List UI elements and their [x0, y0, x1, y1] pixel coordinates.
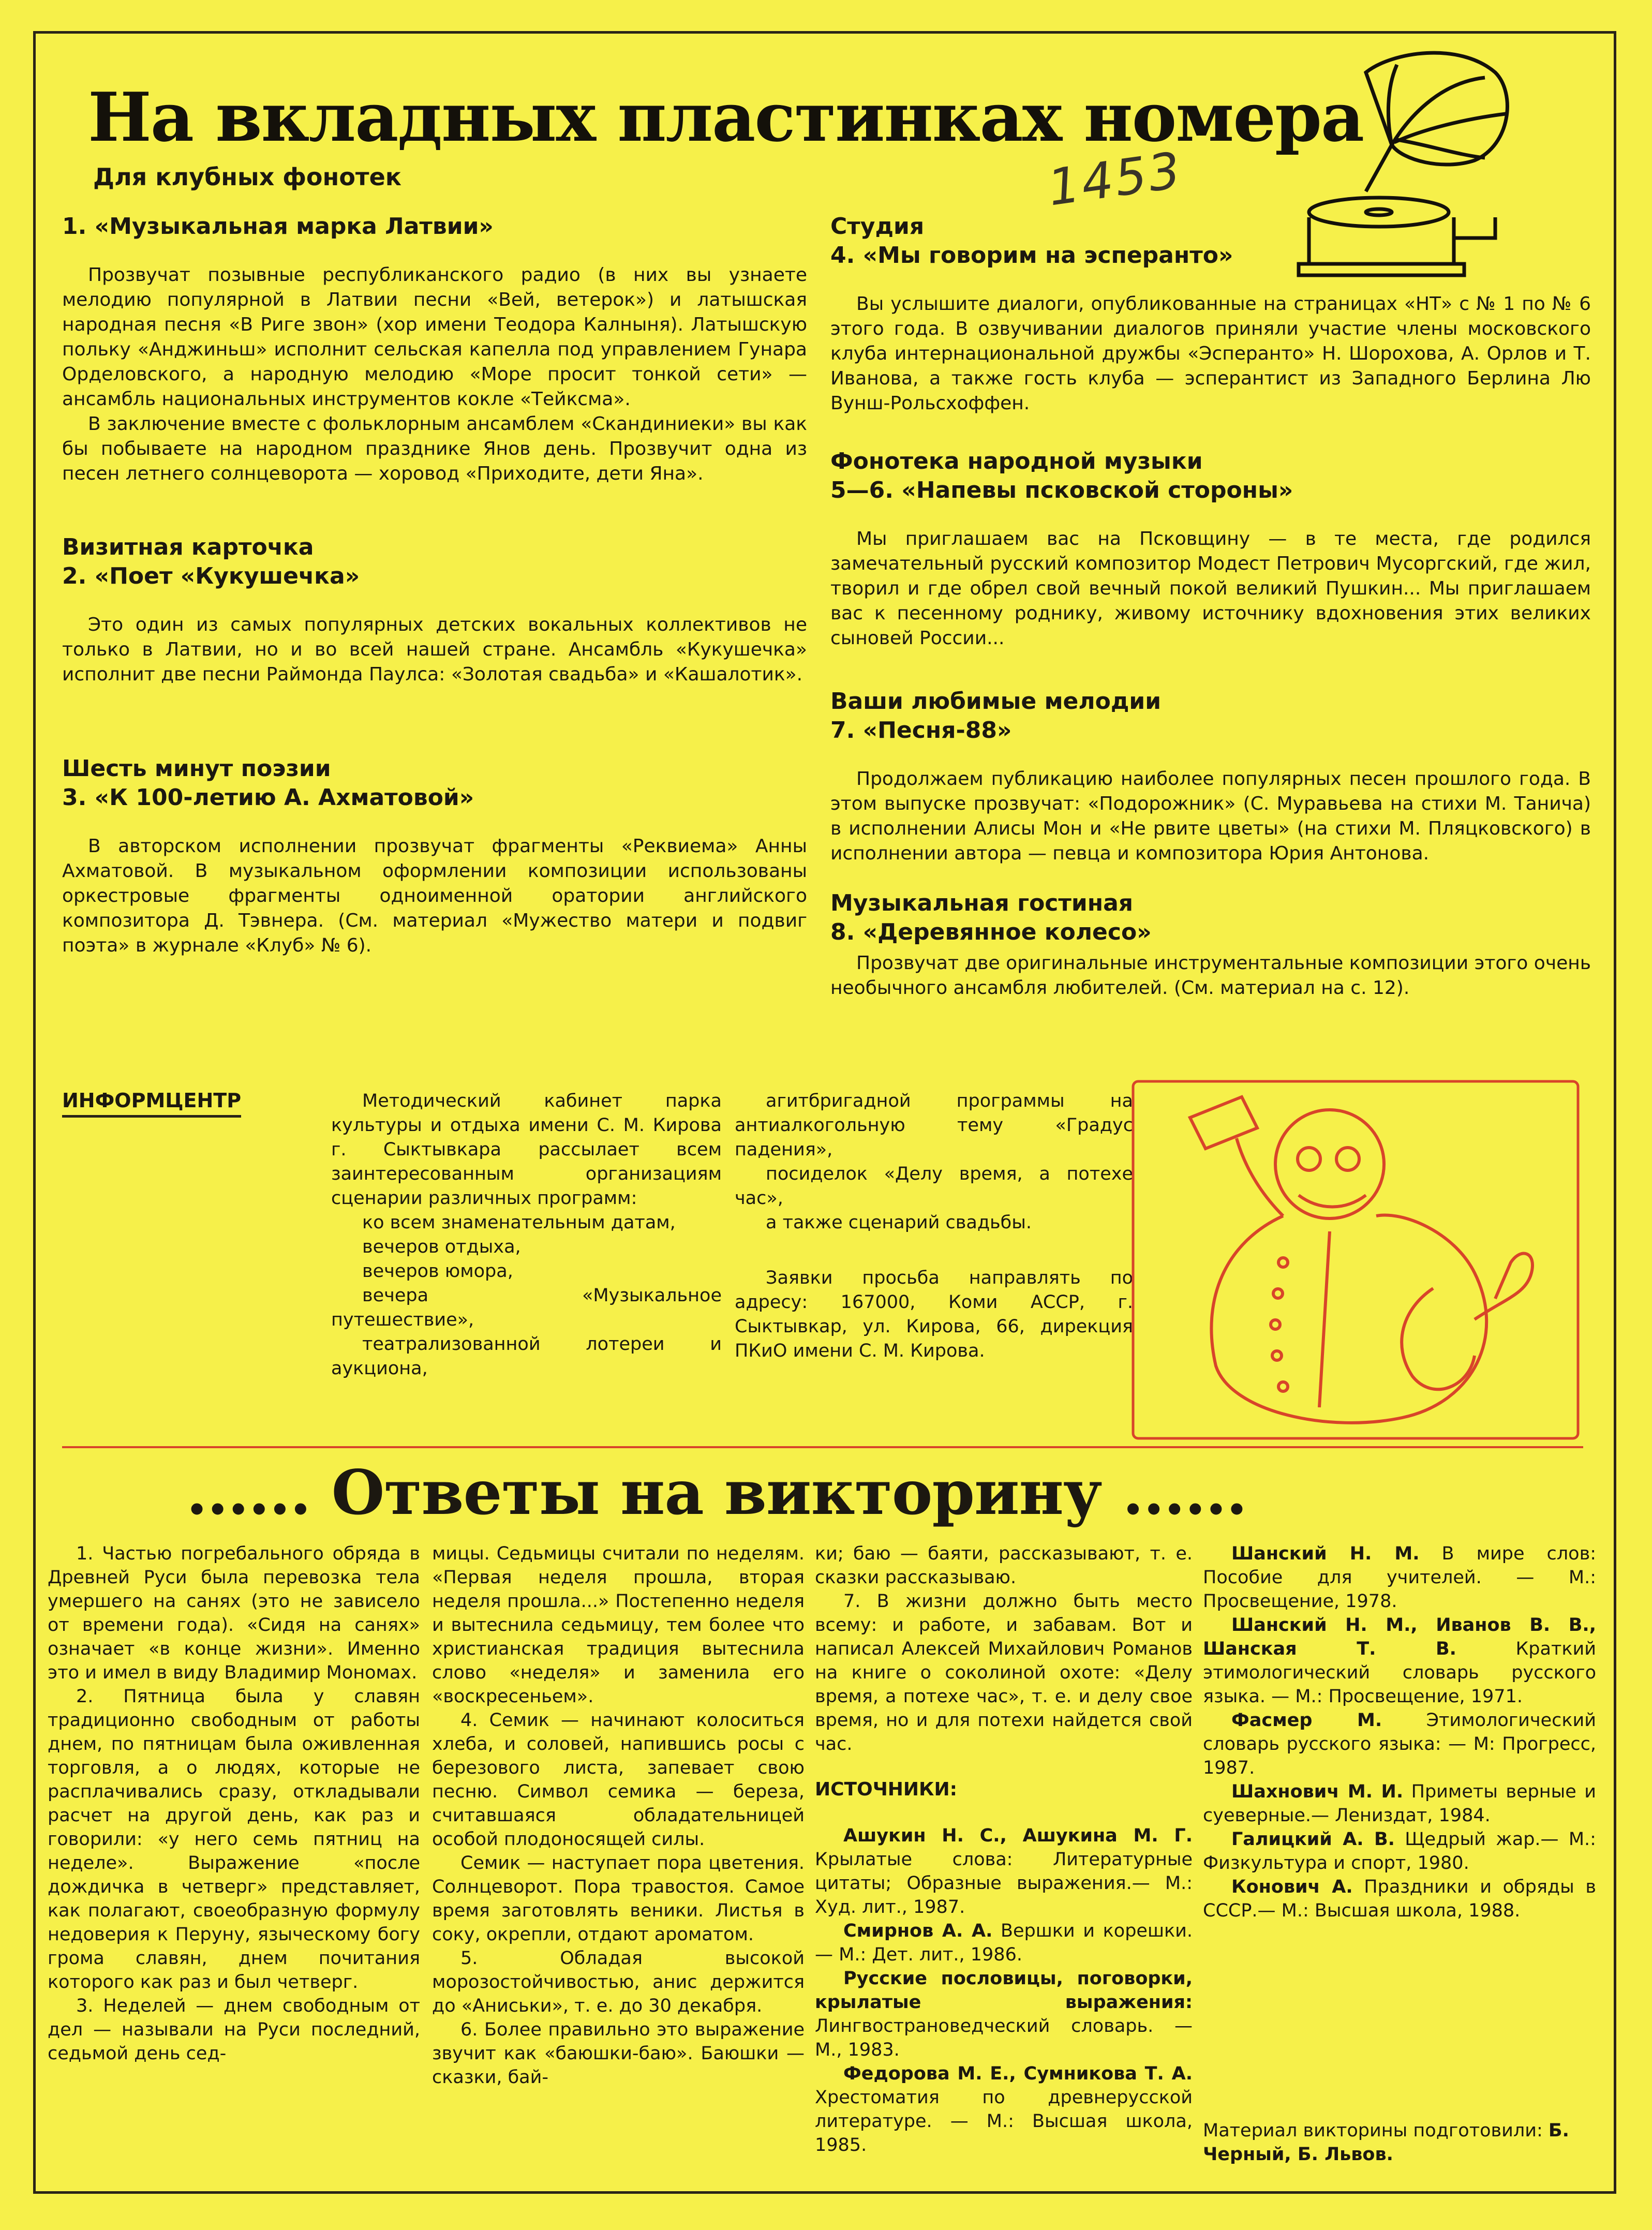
- section-heading: 8. «Деревянное колесо»: [830, 919, 1152, 945]
- info-text: агитбригадной программы на антиалкогольную тему «Градус падения»,: [735, 1091, 1133, 1160]
- section-text: Мы приглашаем вас на Псковщину — в те места, где родился замечательный русский композитор Модест Петрович Мусоргский, где жил, творил и где обрел свой вечный покой великий Пушкин... Мы приглашаем вас к песенному роднику, живому источнику вдохновения этих великих сыновей России...: [830, 528, 1591, 649]
- source-entry: [1203, 1780, 1596, 1827]
- source-author: Шанский Н. М., Иванов В. В., Шанская Т. В.: [1203, 1615, 1596, 1659]
- cartoon-man-illustration: [1112, 1076, 1588, 1449]
- answer-text: 3. Неделей — днем свободным от дел — называли на Руси последний, седьмой день сед-: [48, 1996, 420, 2064]
- source-author: Галицкий А. В.: [1231, 1829, 1395, 1850]
- section-text: Вы услышите диалоги, опубликованные на страницах «НТ» с № 1 по № 6 этого года. В озвучивании диалогов приняли участие члены московского клуба интернациональной дружбы «Эсперанто» Н. Шорохова, А. Орлов и Т. Иванова, а также гость клуба — эсперантист из Западного Берлина Лю Вунш-Рольсхоффен.: [830, 293, 1591, 414]
- source-author: Смирнов А. А.: [843, 1921, 993, 1941]
- info-text: посиделок «Делу время, а потехе час»,: [735, 1164, 1133, 1209]
- credit-text: Материал викторины подготовили:: [1203, 2120, 1549, 2141]
- source-title: Крылатые слова: Литературные цитаты; Образные выражения.— М.: Худ. лит., 1987.: [815, 1849, 1193, 1917]
- source-title: В мире слов: Пособие для учителей. — М.: Просвещение, 1978.: [1203, 1543, 1596, 1612]
- section-4: [830, 212, 1591, 416]
- section-2: [62, 533, 807, 687]
- section-heading: 4. «Мы говорим на эсперанто»: [830, 242, 1233, 269]
- quiz-credit: [1203, 2119, 1596, 2166]
- section-heading: 5—6. «Напевы псковской стороны»: [830, 477, 1293, 503]
- source-entry: [1203, 1542, 1596, 1613]
- right-column: [830, 212, 1591, 1001]
- section-7: [830, 687, 1591, 866]
- source-title: Приметы верные и суеверные.— Лениздат, 1984.: [1203, 1781, 1596, 1826]
- answer-text: 6. Более правильно это выражение звучит как «баюшки-баю». Баюшки — сказки, бай-: [432, 2019, 805, 2088]
- section-heading: 2. «Поет «Кукушечка»: [62, 563, 360, 589]
- section-1: [62, 212, 807, 486]
- source-entry: [1203, 1613, 1596, 1708]
- page-title: На вкладных пластинках номера: [88, 78, 1364, 157]
- source-entry: [815, 2062, 1193, 2157]
- answer-text: 1. Частью погребального обряда в Древней Руси была перевозка тела умершего на санях (это не зависело от времени года). «Сидя на санях» означает «в конце жизни». Именно это и имел в виду Владимир Мономах.: [48, 1543, 420, 1683]
- info-text: вечеров отдыха,: [362, 1237, 521, 1257]
- infocenter-label: ИНФОРМЦЕНТР: [62, 1089, 241, 1118]
- answer-text: 4. Семик — начинают колоситься хлеба, и соловей, напившись росы с березового листа, запевает свою песню. Символ семика — береза, считавшаяся обладательницей особой плодоносящей силы.: [432, 1710, 805, 1850]
- section-8: [830, 889, 1591, 1001]
- credit-names: Б. Черный, Б. Львов.: [1203, 2120, 1569, 2165]
- infocenter-block: [62, 1089, 1133, 1425]
- answers-column-4: [1203, 1542, 1596, 1923]
- section-rubric: Ваши любимые мелодии: [830, 688, 1162, 715]
- answers-column-1: [48, 1542, 420, 2065]
- section-text: Прозвучат две оригинальные инструментальные композиции этого очень необычного ансамбля любителей. (См. материал на с. 12).: [830, 953, 1591, 999]
- source-title: Хрестоматия по древнерусской литературе. — М.: Высшая школа, 1985.: [815, 2087, 1193, 2155]
- source-author: Федорова М. Е., Сумникова Т. А.: [843, 2063, 1193, 2084]
- answer-text: ки; баю — баяти, рассказывают, т. е. сказки рассказываю.: [815, 1543, 1193, 1588]
- info-address: Заявки просьба направлять по адресу: 167000, Коми АССР, г. Сыктывкар, ул. Кирова, 66, дирекция ПКиО имени С. М. Кирова.: [735, 1268, 1133, 1361]
- source-author: Конович А.: [1231, 1877, 1353, 1897]
- answers-column-3: [815, 1542, 1193, 2157]
- section-heading: 1. «Музыкальная марка Латвии»: [62, 213, 494, 240]
- section-rubric: Музыкальная гостиная: [830, 890, 1134, 916]
- source-author: Русские пословицы, поговорки, крылатые выражения:: [815, 1968, 1193, 2013]
- answer-text: 2. Пятница была у славян традиционно свободным от работы днем, по пятницам была оживленная торговля, а о людях, которые не расплачивались сразу, откладывали расчет на другой день, как раз и говорили: «у него семь пятниц на неделе». Выражение «после дождичка в четверг» представляет, как полагают, своеобразную формулу недоверия к Перуну, языческому богу грома славян, днем почитания которого как раз и был четверг.: [48, 1686, 420, 1993]
- section-rubric: Визитная карточка: [62, 534, 314, 560]
- section-text: В заключение вместе с фольклорным ансамблем «Скандиниеки» вы как бы побываете на народном празднике Янов день. Прозвучит одна из песен летнего солнцеворота — хоровод «Приходите, дети Яна».: [62, 413, 807, 484]
- source-entry: [1203, 1875, 1596, 1923]
- source-author: Фасмер М.: [1231, 1710, 1382, 1731]
- info-text: а также сценарий свадьбы.: [766, 1212, 1032, 1233]
- sources-heading: ИСТОЧНИКИ:: [815, 1779, 958, 1800]
- source-author: Шанский Н. М.: [1231, 1543, 1420, 1564]
- source-title: Вершки и корешки.— М.: Дет. лит., 1986.: [815, 1921, 1193, 1965]
- section-rubric: Шесть минут поэзии: [62, 755, 331, 782]
- source-entry: [815, 1824, 1193, 1919]
- source-entry: [1203, 1827, 1596, 1875]
- section-3: [62, 754, 807, 958]
- answers-column-2: [432, 1542, 805, 2089]
- source-entry: [815, 1967, 1193, 2062]
- section-text: Это один из самых популярных детских вокальных коллективов не только в Латвии, но и во всей нашей стране. Ансамбль «Кукушечка» исполнит две песни Раймонда Паулса: «Золотая свадьба» и «Кашалотик».: [62, 614, 807, 685]
- section-text: Продолжаем публикацию наиболее популярных песен прошлого года. В этом выпуске прозвучат: «Подорожник» (С. Муравьева на стихи М. Танича) в исполнении Алисы Мон и «Не рвите цветы» (на стихи М. Пляцковского) в исполнении автора — певца и композитора Юрия Антонова.: [830, 768, 1591, 864]
- source-entry: [1203, 1708, 1596, 1780]
- info-text: ко всем знаменательным датам,: [362, 1212, 676, 1233]
- source-title: Этимологический словарь русского языка: — М: Прогресс, 1987.: [1203, 1710, 1596, 1778]
- section-text: В авторском исполнении прозвучат фрагменты «Реквиема» Анны Ахматовой. В музыкальном оформлении композиции использованы оркестровые фрагменты одноименной оратории английского композитора Д. Тэвнера. (См. материал «Мужество матери и подвиг поэта» в журнале «Клуб» № 6).: [62, 836, 807, 956]
- spacer: [735, 1235, 1133, 1266]
- section-rubric: Студия: [830, 213, 925, 240]
- section-5-6: [830, 447, 1591, 651]
- source-author: Шахнович М. И.: [1231, 1781, 1404, 1802]
- page-subtitle: Для клубных фонотек: [93, 163, 402, 191]
- source-title: Краткий этимологический словарь русского языка. — М.: Просвещение, 1971.: [1203, 1639, 1596, 1707]
- info-text: Методический кабинет парка культуры и отдыха имени С. М. Кирова г. Сыктывкара рассылает всем заинтересованным организациям сценарии различных программ:: [331, 1091, 722, 1209]
- handwritten-number: 1453: [1044, 141, 1186, 217]
- infocenter-column-1: [331, 1089, 722, 1381]
- infocenter-column-2: [735, 1089, 1133, 1363]
- section-rubric: Фонотека народной музыки: [830, 448, 1203, 474]
- answer-text: Семик — наступает пора цветения. Солнцеворот. Пора травостоя. Самое время заготовлять веники. Листья в соку, окрепли, отдают ароматом.: [432, 1853, 805, 1945]
- info-text: вечеров юмора,: [362, 1261, 513, 1282]
- section-heading: 7. «Песня-88»: [830, 717, 1012, 744]
- left-column: [62, 212, 807, 958]
- source-author: Ашукин Н. С., Ашукина М. Г.: [843, 1825, 1193, 1846]
- source-entry: [815, 1919, 1193, 1967]
- source-title: Щедрый жар.— М.: Физкультура и спорт, 1980.: [1203, 1829, 1596, 1874]
- source-title: Праздники и обряды в СССР.— М.: Высшая школа, 1988.: [1203, 1877, 1596, 1921]
- answer-text: 5. Обладая высокой морозостойчивостью, анис держится до «Аниськи», т. е. до 30 декабря.: [432, 1948, 805, 2016]
- source-title: Лингвострановедческий словарь. — М., 1983.: [815, 2016, 1193, 2060]
- red-divider: [62, 1446, 1583, 1448]
- section-heading: 3. «К 100-летию А. Ахматовой»: [62, 784, 474, 811]
- info-text: вечера «Музыкальное путешествие»,: [331, 1285, 722, 1330]
- info-text: театрализованной лотереи и аукциона,: [331, 1334, 722, 1379]
- section-text: Прозвучат позывные республиканского радио (в них вы узнаете мелодию популярной в Латвии песни «Вей, ветерок») и латышская народная песня «В Риге звон» (хор имени Теодора Калныня). Латышскую польку «Анджиньш» исполнит сельская капелла под управлением Гунара Орделовского, а народную мелодию «Море просит тонкой сети» — ансамбль национальных инструментов кокле «Тейксма».: [62, 264, 807, 410]
- answer-text: мицы. Седьмицы считали по неделям. «Первая неделя прошла, вторая неделя прошла...» Постепенно неделя и вытеснила седьмицу, тем более что христианская традиция вытеснила слово «неделя» и заменила его «воскресеньем».: [432, 1543, 805, 1707]
- answers-title: ...... Ответы на викторину ......: [186, 1456, 1247, 1528]
- answer-text: 7. В жизни должно быть место всему: и работе, и забавам. Вот и написал Алексей Михайлович Романов на книге о соколиной охоте: «Делу время, а потехе час», т. е. и делу свое время, но и для потехи найдется свой час.: [815, 1591, 1193, 1755]
